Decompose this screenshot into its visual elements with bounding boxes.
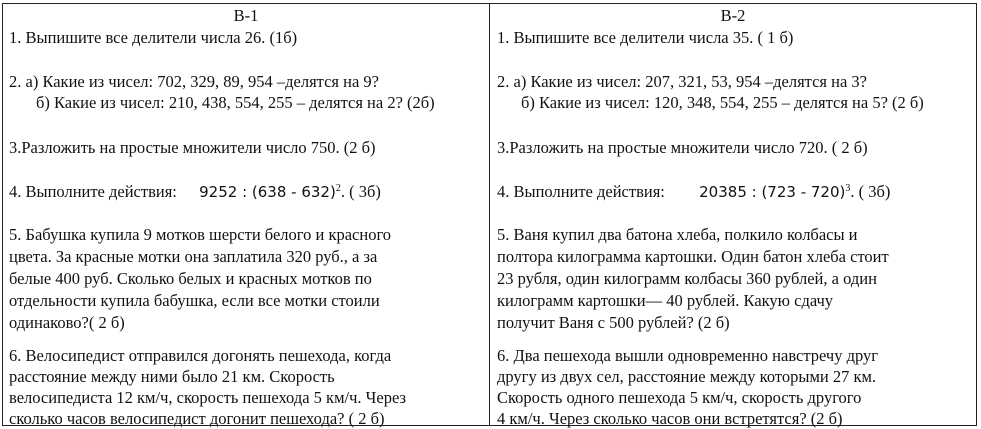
v2-task-4-expression: 20385 : (723 - 720) (699, 183, 846, 201)
v1-task-5-line: 5. Бабушка купила 9 мотков шерсти белого и красного (9, 225, 392, 244)
v1-task-5-line: отдельности купила бабушка, если все мотки стоили (9, 291, 380, 310)
v1-task-4-label: 4. Выполните действия: (9, 182, 177, 201)
v1-task-5-line: одинаково?( 2 б) (9, 313, 125, 332)
v2-task-4-label: 4. Выполните действия: (497, 182, 665, 201)
v1-task-4 (9, 182, 381, 202)
v2-task-3: 3.Разложить на простые множители число 720. ( 2 б) (497, 138, 868, 157)
v1-task-5-line: цвета. За красные мотки она заплатила 320 руб., а за (9, 247, 378, 266)
v2-task-4-exponent: 3 (845, 183, 851, 194)
v1-task-6-line: 6. Велосипедист отправился догонять пешехода, когда (9, 346, 392, 365)
v1-task-6-line: велосипедиста 12 км/ч, скорость пешехода 5 км/ч. Через (9, 388, 406, 407)
v2-task-6-line: другу из двух сел, расстояние между которыми 27 км. (497, 367, 877, 386)
v1-task-6-line: расстояние между ними было 21 км. Скорость (9, 367, 335, 386)
v1-task-4-expression: 9252 : (638 - 632) (199, 183, 336, 201)
variant-2-column (490, 4, 976, 428)
v1-task-4-points: . ( 3б) (340, 182, 381, 201)
v2-task-4-points: . ( 3б) (850, 182, 891, 201)
v2-task-2a: 2. а) Какие из чисел: 207, 321, 53, 954 –делятся на 3? (497, 72, 867, 91)
v1-task-6-line: сколько часов велосипедист догонит пешехода? ( 2 б) (9, 409, 385, 428)
v1-task-3: 3.Разложить на простые множители число 750. (2 б) (9, 138, 376, 157)
v1-task-2a: 2. а) Какие из чисел: 702, 329, 89, 954 –делятся на 9? (9, 72, 379, 91)
v1-task-2b: б) Какие из чисел: 210, 438, 554, 255 – делятся на 2? (2б) (36, 93, 435, 112)
v2-task-6-line: Скорость одного пешехода 5 км/ч, скорость другого (497, 388, 862, 407)
v2-task-5-line: 23 рубля, один килограмм колбасы 360 рублей, а один (497, 269, 877, 288)
v2-task-4 (497, 182, 890, 202)
variant-1-column (3, 4, 490, 428)
variant-2-heading: В-2 (720, 6, 746, 25)
v2-task-5-line: 5. Ваня купил два батона хлеба, полкило колбасы и (497, 225, 858, 244)
v1-task-1: 1. Выпишите все делители числа 26. (1б) (9, 28, 298, 47)
v2-task-6-line: 6. Два пешехода вышли одновременно навстречу друг (497, 346, 879, 365)
v1-task-5-line: белые 400 руб. Сколько белых и красных мотков по (9, 269, 372, 288)
v2-task-5-line: килограмм картошки— 40 рублей. Какую сдачу (497, 291, 834, 310)
worksheet-table (2, 3, 977, 426)
v2-task-5-line: получит Ваня с 500 рублей? (2 б) (497, 313, 730, 332)
v2-task-6-line: 4 км/ч. Через сколько часов они встретятся? (2 б) (497, 409, 843, 428)
v2-task-5-line: полтора килограмма картошки. Один батон хлеба стоит (497, 247, 889, 266)
variant-1-heading: В-1 (233, 6, 259, 25)
v2-task-1: 1. Выпишите все делители числа 35. ( 1 б) (497, 28, 794, 47)
v1-task-4-exponent: 2 (335, 183, 341, 194)
v2-task-2b: б) Какие из чисел: 120, 348, 554, 255 – делятся на 5? (2 б) (521, 93, 924, 112)
